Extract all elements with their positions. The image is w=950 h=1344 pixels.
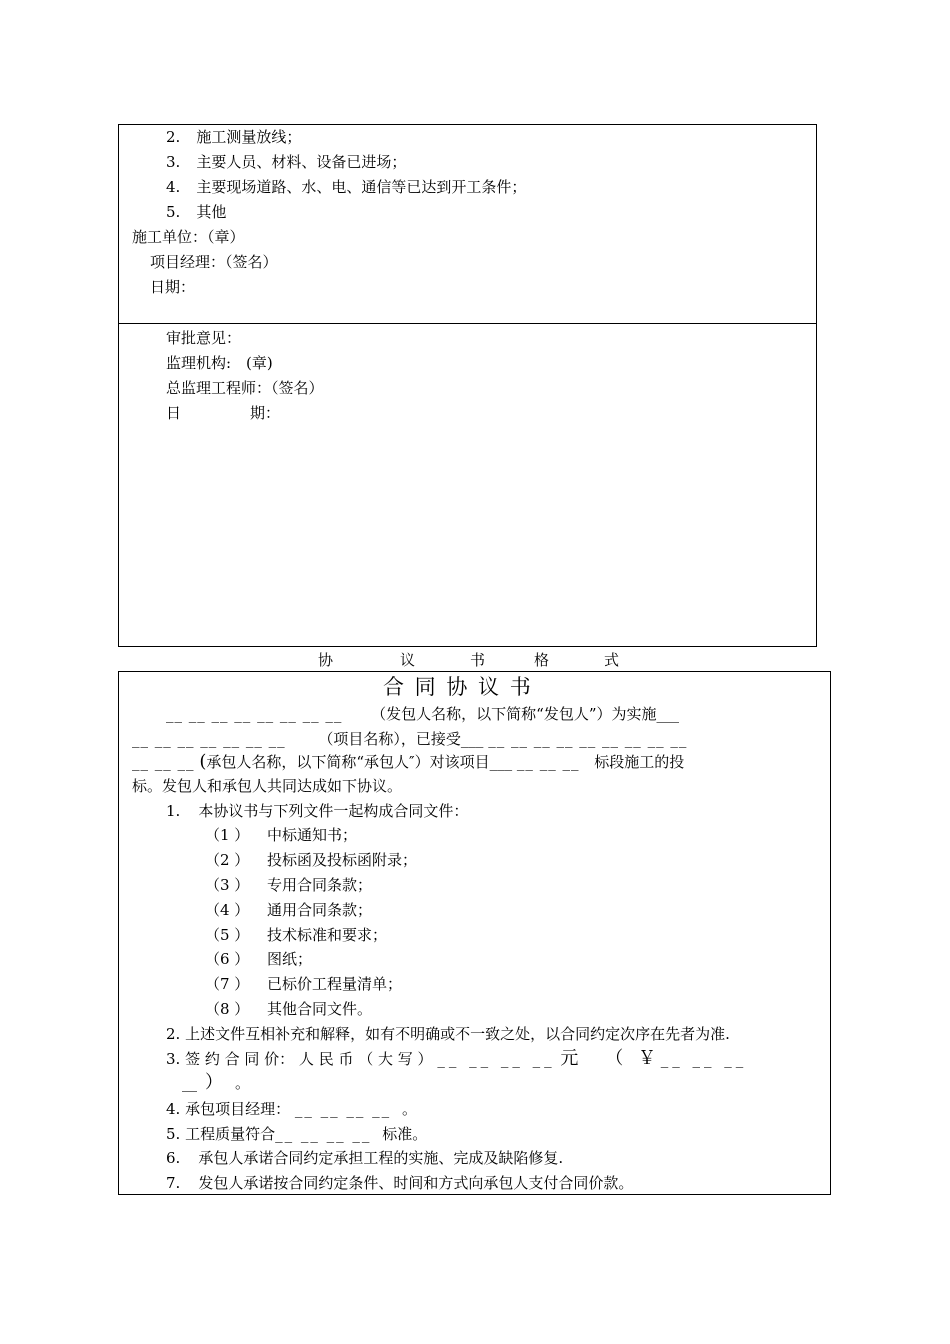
clause-5: 5. 工程质量符合__ __ __ __ 标准。 xyxy=(166,1125,428,1143)
table-divider xyxy=(118,323,817,324)
construction-unit-label: 施工单位：（章） xyxy=(132,228,245,246)
clause-4: 4. 承包项目经理： __ __ __ __ 。 xyxy=(166,1100,417,1118)
agreement-para-line1: __ __ __ __ __ __ __ __ （发包人名称，以下简称“发包人”）为实施___ xyxy=(166,705,680,723)
contract-doc-item: （7 ） 已标价工程量清单； xyxy=(205,975,403,993)
contract-doc-item: （5 ） 技术标准和要求； xyxy=(205,926,388,944)
contract-doc-item: （2 ） 投标函及投标函附录； xyxy=(205,851,418,869)
clause-7: 7. 发包人承诺按合同约定条件、时间和方式向承包人支付合同价款。 xyxy=(166,1174,634,1192)
clause-2: 2. 上述文件互相补充和解释，如有不明确或不一致之处，以合同约定次序在先者为准. xyxy=(166,1025,730,1043)
readiness-item-5: 5. 其他 xyxy=(166,203,227,221)
approval-date-label: 日 期： xyxy=(166,404,281,422)
clause-1: 1. 本协议书与下列文件一起构成合同文件： xyxy=(166,802,469,820)
approval-opinion-label: 审批意见： xyxy=(166,329,242,347)
readiness-item-4: 4. 主要现场道路、水、电、通信等已达到开工条件； xyxy=(166,178,527,196)
contract-doc-item: （6 ） 图纸； xyxy=(205,950,313,968)
readiness-item-2: 2. 施工测量放线； xyxy=(166,128,302,146)
supervision-org-label: 监理机构: (章) xyxy=(166,354,273,372)
clause-3: 3. 签 约 合 同 价： 人 民 币 （ 大 写 ） __ __ __ __ 元 （ ￥ __ __ __ xyxy=(166,1048,748,1069)
clause-6: 6. 承包人承诺合同约定承担工程的实施、完成及缺陷修复. xyxy=(166,1149,564,1167)
chief-engineer-label: 总监理工程师：（签名） xyxy=(166,379,324,397)
contract-doc-item: （4 ） 通用合同条款； xyxy=(205,901,373,919)
readiness-item-3: 3. 主要人员、材料、设备已进场； xyxy=(166,153,407,171)
contract-doc-item: （3 ） 专用合同条款； xyxy=(205,876,373,894)
clause-3-continued: __ ） 。 xyxy=(182,1072,251,1093)
date-label: 日期： xyxy=(150,278,196,296)
agreement-para-line3: __ __ __ (承包人名称，以下简称“承包人″）对该项目___ __ __ __ 标段施工的投 xyxy=(132,751,685,772)
agreement-para-line4: 标。发包人和承包人共同达成如下协议。 xyxy=(132,777,403,795)
agreement-title: 合 同 协 议 书 xyxy=(383,675,533,699)
contract-doc-item: （8 ） 其他合同文件。 xyxy=(205,1000,373,1018)
contract-doc-item: （1 ） 中标通知书； xyxy=(205,826,358,844)
agreement-para-line2: __ __ __ __ __ __ __ （项目名称），已接受___ __ __ __ __ __ __ __ __ __ xyxy=(132,730,688,748)
project-manager-label: 项目经理：（签名） xyxy=(150,253,278,271)
